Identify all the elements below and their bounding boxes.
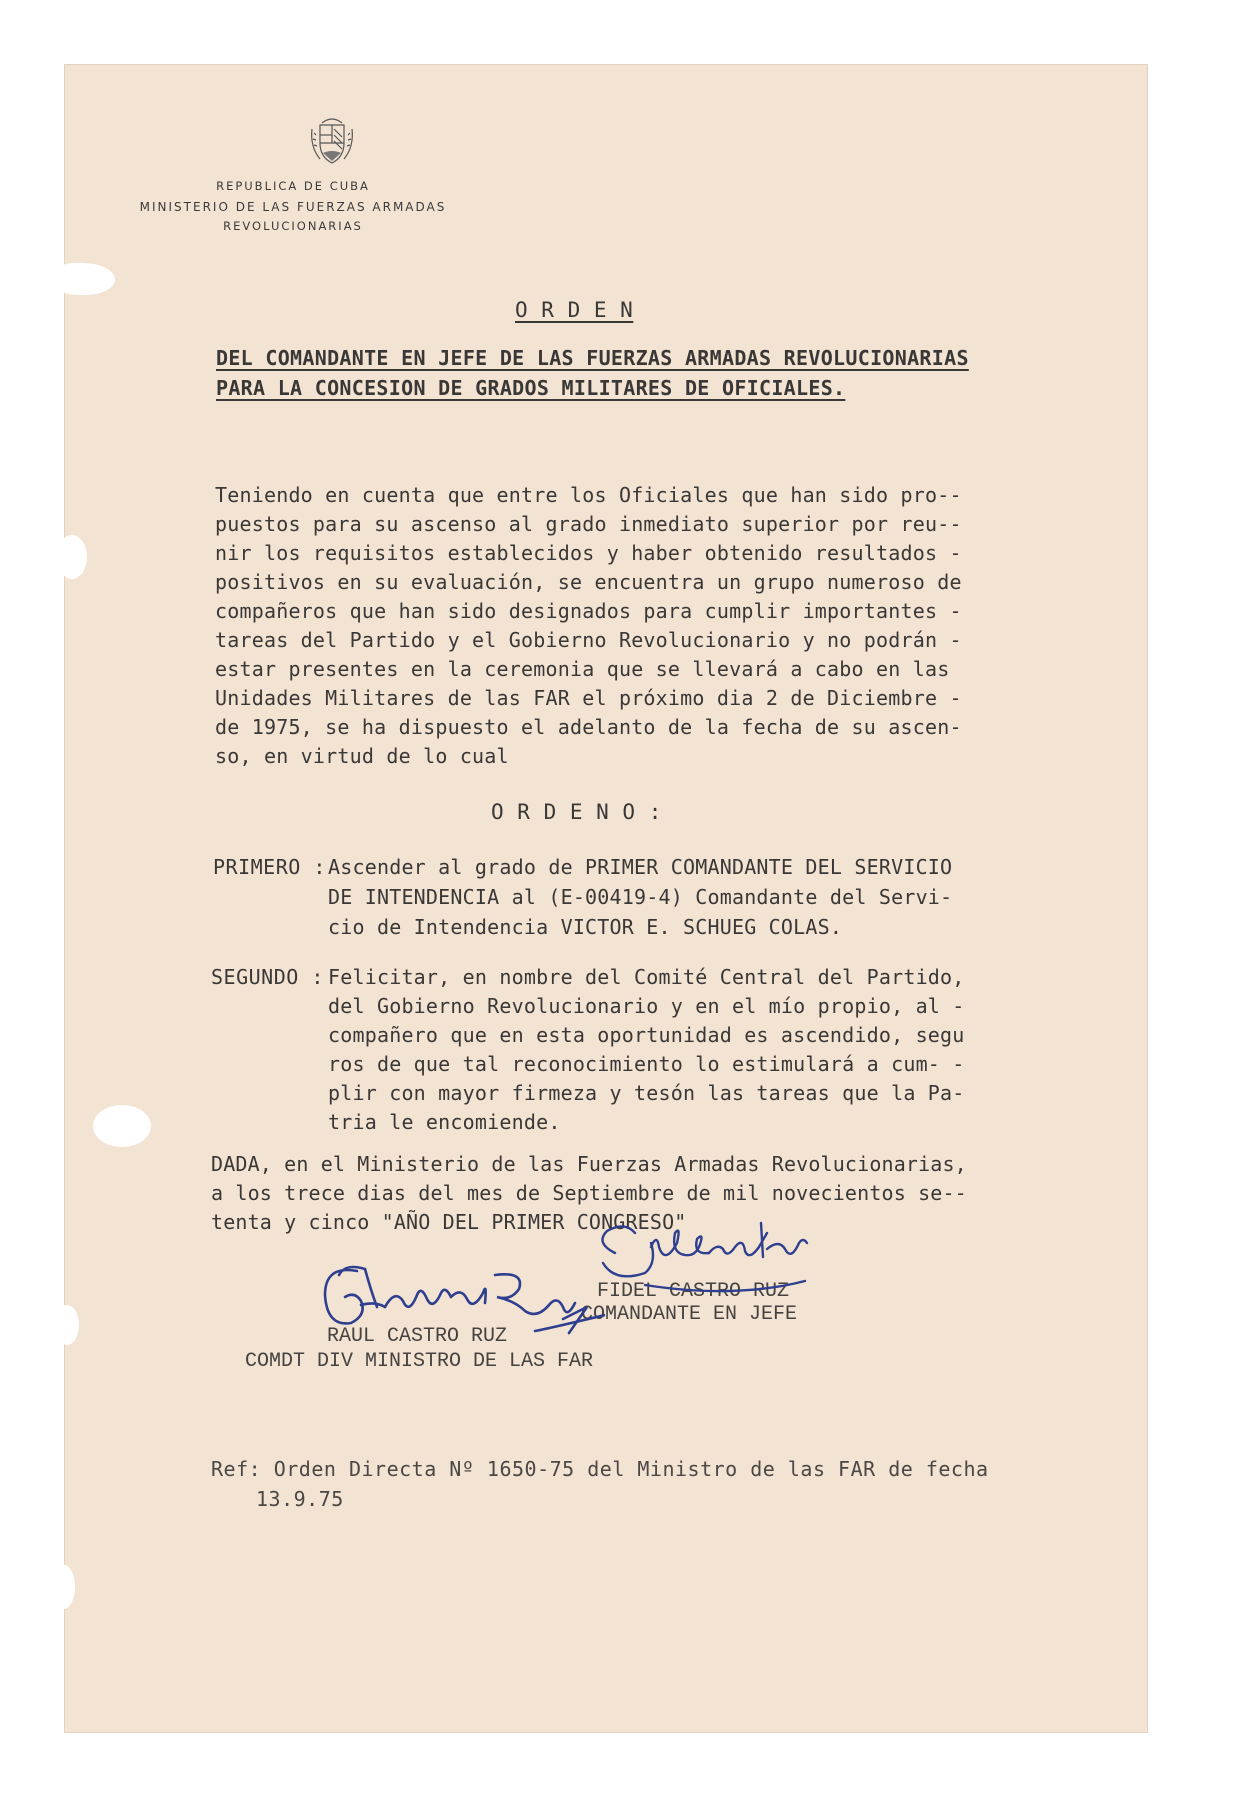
dada-line: a los trece dias del mes de Septiembre de mil novecientos se-- <box>211 1181 967 1205</box>
intro-line: Unidades Militares de las FAR el próximo dia 2 de Diciembre - <box>215 686 962 710</box>
segundo-line: plir con mayor firmeza y tesón las tareas que la Pa- <box>328 1081 965 1105</box>
intro-line: tareas del Partido y el Gobierno Revolucionario y no podrán - <box>215 628 962 652</box>
torn-hole <box>53 1565 75 1609</box>
torn-hole <box>93 1105 151 1147</box>
intro-line: so, en virtud de lo cual <box>215 744 509 768</box>
segundo-body <box>328 965 965 1157</box>
segundo-line: tria le encomiende. <box>328 1110 561 1134</box>
primero-label: PRIMERO : <box>213 855 326 879</box>
torn-hole <box>55 1305 79 1345</box>
letterhead-line-2: MINISTERIO DE LAS FUERZAS ARMADAS <box>139 200 447 214</box>
torn-hole <box>53 263 115 295</box>
intro-line: estar presentes en la ceremonia que se llevará a cabo en las <box>215 657 950 681</box>
primero-line: DE INTENDENCIA al (E-00419-4) Comandante del Servi- <box>328 885 953 909</box>
intro-paragraph <box>215 483 962 771</box>
document-page <box>64 64 1148 1733</box>
segundo-line: Felicitar, en nombre del Comité Central del Partido, <box>328 965 965 989</box>
primero-line: cio de Intendencia VICTOR E. SCHUEG COLAS. <box>328 915 843 939</box>
letterhead-line-1: REPUBLICA DE CUBA <box>216 179 370 193</box>
segundo-line: compañero que en esta oportunidad es ascendido, segu <box>328 1023 965 1047</box>
raul-signature <box>305 1245 605 1365</box>
intro-line: compañeros que han sido designados para cumplir importantes - <box>215 599 962 623</box>
fidel-title: COMANDANTE EN JEFE <box>581 1303 798 1326</box>
reference-block <box>211 1457 989 1553</box>
order-title: O R D E N <box>515 298 634 322</box>
coat-of-arms-icon <box>306 113 358 167</box>
segundo-line: del Gobierno Revolucionario y en el mío propio, al - <box>328 994 965 1018</box>
letterhead-line-3: REVOLUCIONARIAS <box>223 219 363 233</box>
segundo-line: ros de que tal reconocimiento lo estimulará a cum- - <box>328 1052 965 1076</box>
fidel-signature <box>585 1203 815 1313</box>
intro-line: de 1975, se ha dispuesto el adelanto de la fecha de su ascen- <box>215 715 962 739</box>
order-heading-line-2: PARA LA CONCESION DE GRADOS MILITARES DE OFICIALES. <box>216 376 846 400</box>
dada-line: tenta y cinco "AÑO DEL PRIMER CONGRESO" <box>211 1210 687 1234</box>
intro-line: Teniendo en cuenta que entre los Oficiales que han sido pro-- <box>215 483 962 507</box>
primero-line: Ascender al grado de PRIMER COMANDANTE DEL SERVICIO <box>328 855 953 879</box>
ordeno-heading: O R D E N O : <box>491 800 662 824</box>
torn-hole <box>57 535 87 579</box>
primero-body <box>328 855 953 975</box>
segundo-label: SEGUNDO : <box>211 965 324 989</box>
raul-name: RAUL CASTRO RUZ <box>327 1325 508 1348</box>
order-heading-line-1: DEL COMANDANTE EN JEFE DE LAS FUERZAS ARMADAS REVOLUCIONARIAS <box>216 346 969 370</box>
reference-line: Ref: Orden Directa Nº 1650-75 del Ministro de las FAR de fecha <box>211 1457 989 1481</box>
reference-line: 13.9.75 <box>256 1487 344 1511</box>
dada-paragraph <box>211 1152 967 1272</box>
intro-line: puestos para su ascenso al grado inmediato superior por reu-- <box>215 512 962 536</box>
intro-line: positivos en su evaluación, se encuentra un grupo numeroso de <box>215 570 962 594</box>
dada-line: DADA, en el Ministerio de las Fuerzas Armadas Revolucionarias, <box>211 1152 967 1176</box>
intro-line: nir los requisitos establecidos y haber obtenido resultados - <box>215 541 962 565</box>
fidel-name: FIDEL CASTRO RUZ <box>597 1280 790 1303</box>
raul-title: COMDT DIV MINISTRO DE LAS FAR <box>245 1350 594 1373</box>
